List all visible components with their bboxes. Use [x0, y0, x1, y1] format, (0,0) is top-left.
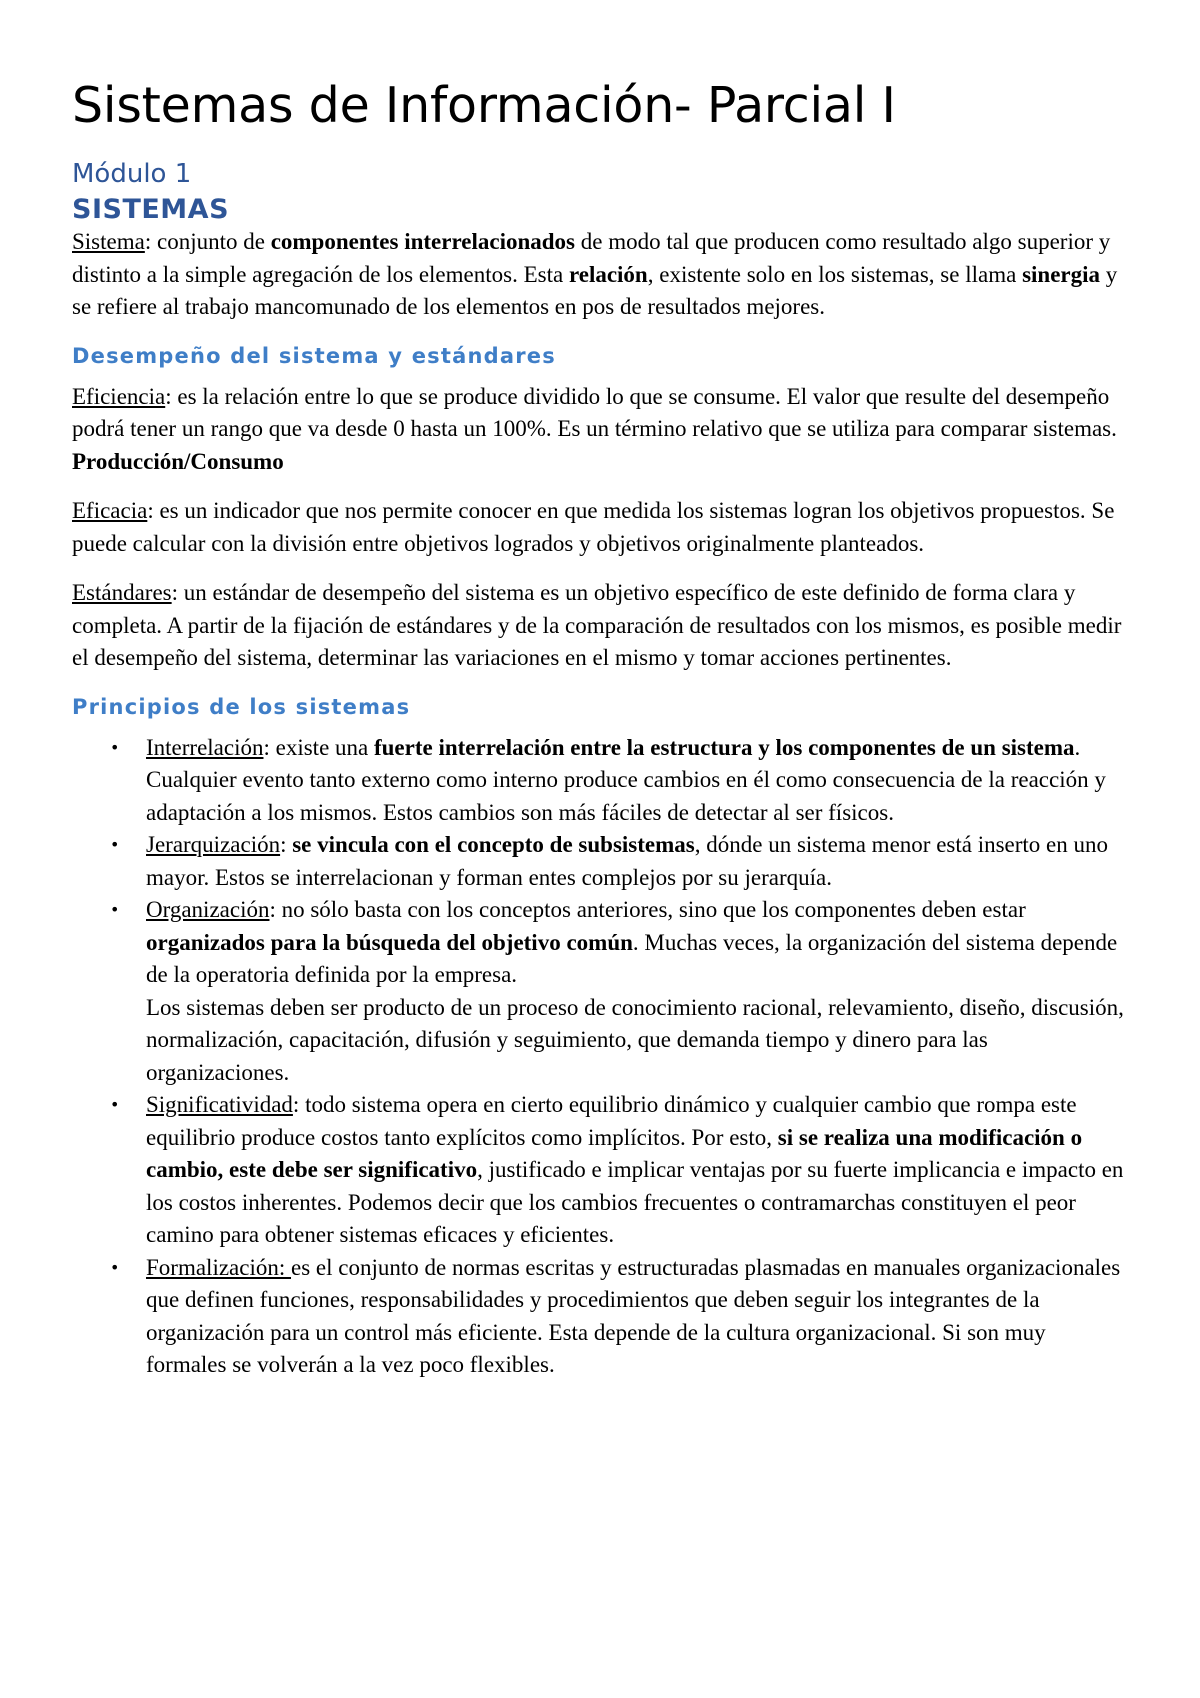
interrelacion-term: Interrelación [146, 734, 264, 760]
formalizacion-text-1: es el conjunto de normas escritas y estructuradas plasmadas en manuales organizacionales que definen funciones, responsabilidades y procedimientos que deben seguir los integrantes de la organización para un control más eficiente. Esta depende de la cultura organizacional. Si son muy formales se volverán a la vez poco flexibles. [146, 1254, 1121, 1377]
list-item-significatividad [110, 1089, 1128, 1252]
sistema-definition [72, 226, 1128, 324]
organizacion-bold-1: organizados para la búsqueda del objetivo común [146, 929, 633, 955]
sistema-text-4: y se refiere al trabajo mancomunado de los elementos en pos de resultados mejores. [72, 261, 1118, 319]
list-item-organizacion [110, 894, 1128, 1089]
eficacia-colon: : [147, 498, 154, 523]
estandares-colon: : [171, 580, 179, 605]
list-item-interrelacion [110, 732, 1128, 830]
section-heading: SISTEMAS [72, 194, 230, 225]
jerarquizacion-term: Jerarquización [146, 832, 281, 857]
desempeno-heading: Desempeño del sistema y estándares [72, 343, 556, 368]
sistema-text-3: , existente solo en los sistemas, se llama [647, 261, 1023, 287]
estandares-term: Estándares [72, 580, 172, 605]
eficacia-term: Eficacia [72, 498, 148, 523]
module-heading: Módulo 1 [72, 159, 192, 189]
bullet-icon: • [110, 900, 120, 919]
significatividad-colon: : [292, 1092, 300, 1117]
organizacion-colon: : [269, 897, 276, 922]
bullet-icon: • [110, 835, 120, 854]
jerarquizacion-text-2: , dónde un sistema menor está inserto en uno mayor. Estos se interrelacionan y forman entes complejos por su jerarquía. [146, 832, 1109, 890]
eficiencia-text-1: es la relación entre lo que se produce dividido lo que se consume. El valor que resulte del desempeño podrá tener un rango que va desde 0 hasta un 100%. Es un término relativo que se utiliza para comparar sistemas. [72, 383, 1117, 441]
organizacion-text-1: no sólo basta con los conceptos anteriores, sino que los componentes deben estar [275, 897, 1026, 922]
bullet-icon: • [110, 1095, 120, 1114]
estandares-text-1: un estándar de desempeño del sistema es un objetivo específico de este definido de forma clara y completa. A partir de la fijación de estándares y de la comparación de resultados con los mismos, es posible medir el desempeño del sistema, determinar las variaciones en el mismo y tomar acciones pertinentes. [72, 580, 1122, 670]
organizacion-text-3: Los sistemas deben ser producto de un proceso de conocimiento racional, relevamiento, diseño, discusión, normalización, capacitación, difusión y seguimiento, que demanda tiempo y dinero para las organizaciones. [146, 994, 1124, 1085]
principios-heading: Principios de los sistemas [72, 694, 411, 719]
significatividad-bold-1: si se realiza una modificación o cambio, este debe ser significativo [146, 1124, 1083, 1182]
organizacion-term: Organización [146, 897, 270, 922]
sistema-bold-2: relación [568, 261, 648, 287]
sistema-colon: : [144, 229, 152, 254]
organizacion-text-2: . Muchas veces, la organización del sistema depende de la operatoria definida por la empresa. [146, 929, 1118, 987]
list-item-jerarquizacion [110, 829, 1128, 894]
bullet-icon: • [110, 1257, 120, 1277]
document-title: Sistemas de Información- Parcial I [72, 77, 896, 134]
eficiencia-term: Eficiencia [72, 383, 166, 409]
interrelacion-text-2: . Cualquier evento tanto externo como interno produce cambios en él como consecuencia de la reacción y adaptación a los mismos. Estos cambios son más fáciles de detectar al ser físicos. [146, 734, 1106, 825]
principles-list [72, 732, 1128, 1382]
significatividad-text-2: , justificado e implicar ventajas por su fuerte implicancia e impacto en los costos inherentes. Podemos decir que los cambios frecuentes o contramarchas constituyen el peor camino para obtener sistemas eficaces y eficientes. [146, 1157, 1124, 1247]
eficiencia-definition [72, 381, 1128, 479]
eficiencia-colon: : [165, 383, 172, 409]
interrelacion-colon: : [263, 734, 270, 760]
interrelacion-bold-1: fuerte interrelación entre la estructura y los componentes de un sistema [373, 734, 1075, 760]
significatividad-term: Significatividad [146, 1092, 293, 1117]
eficacia-text-1: es un indicador que nos permite conocer en que medida los sistemas logran los objetivos propuestos. Se puede calcular con la división entre objetivos logrados y objetivos originalmente planteados. [72, 498, 1115, 556]
eficiencia-bold-1: Producción/Consumo [72, 448, 284, 474]
sistema-term: Sistema [72, 229, 145, 254]
sistema-bold-1: componentes interrelacionados [270, 229, 575, 254]
sistema-text-1: conjunto de [151, 229, 271, 254]
jerarquizacion-colon: : [280, 832, 287, 857]
bullet-icon: • [110, 737, 120, 757]
eficacia-definition [72, 495, 1128, 560]
interrelacion-text-1: existe una [269, 734, 374, 760]
estandares-definition [72, 577, 1128, 675]
list-item-formalizacion [110, 1252, 1128, 1382]
formalizacion-term: Formalización: [146, 1254, 291, 1280]
jerarquizacion-bold-1: se vincula con el concepto de subsistemas [292, 832, 695, 857]
sistema-bold-3: sinergia [1022, 261, 1101, 287]
sistema-text-2: de modo tal que producen como resultado algo superior y distinto a la simple agregación de los elementos. Esta [72, 229, 1111, 287]
significatividad-text-1: todo sistema opera en cierto equilibrio dinámico y cualquier cambio que rompa este equilibrio produce costos tanto explícitos como implícitos. Por esto, [146, 1092, 1077, 1150]
